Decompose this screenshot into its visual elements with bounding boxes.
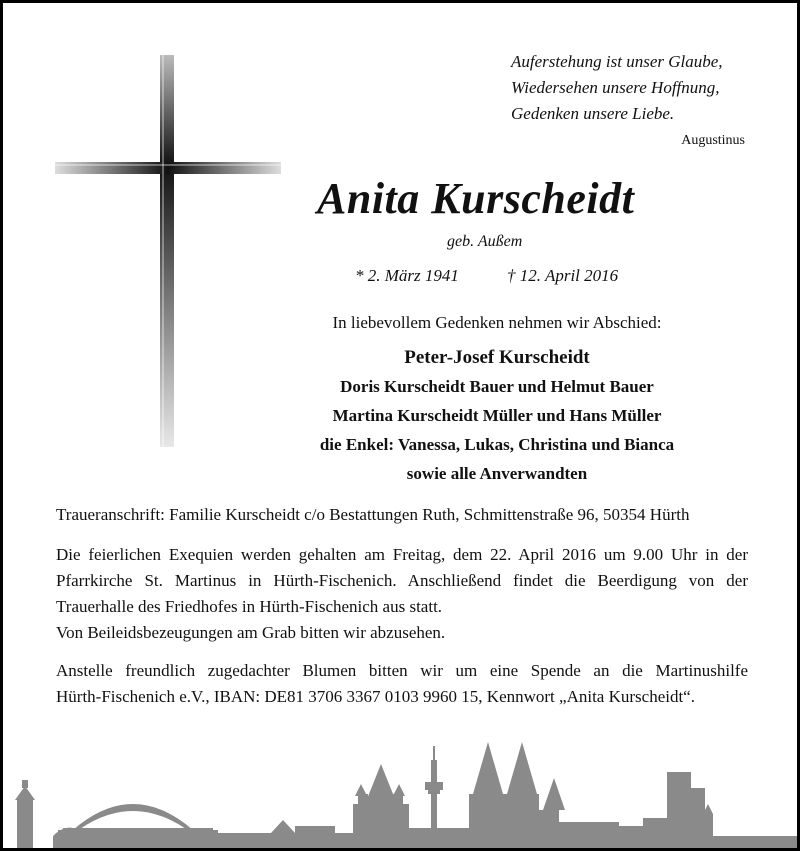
paragraph-line: Trauerhalle des Friedhofes in Hürth-Fischenich aus statt. bbox=[56, 597, 443, 616]
paragraph-line: Die feierlichen Exequien werden gehalten am Freitag, dem 22. April 2016 um 9.00 Uhr in der bbox=[56, 545, 748, 564]
mourner-line: sowie alle Anverwandten bbox=[406, 464, 588, 483]
quote-line: Auferstehung ist unser Glaube, bbox=[511, 52, 723, 71]
quote-line: Gedenken unsere Liebe. bbox=[511, 104, 675, 123]
quote-author: Augustinus bbox=[681, 133, 745, 148]
mourner-line: Doris Kurscheidt Bauer und Helmut Bauer bbox=[340, 377, 654, 396]
paragraph-line: Pfarrkirche St. Martinus in Hürth-Fischenich. Anschließend findet die Beerdigung von der bbox=[56, 571, 748, 590]
paragraph-line: Hürth-Fischenich e.V., IBAN: DE81 3706 3367 0103 9960 15, Kennwort „Anita Kurscheidt“. bbox=[56, 687, 695, 706]
condolence-line: Von Beileidsbezeugungen am Grab bitten wir abzusehen. bbox=[56, 623, 446, 642]
mourning-address: Traueranschrift: Familie Kurscheidt c/o Bestattungen Ruth, Schmittenstraße 96, 50354 Hürth bbox=[56, 505, 690, 524]
paragraph-line: Anstelle freundlich zugedachter Blumen bitten wir um eine Spende an die Martinushilfe bbox=[56, 661, 748, 680]
mourner-line: Martina Kurscheidt Müller und Hans Müller bbox=[332, 406, 662, 425]
deceased-name: Anita Kurscheidt bbox=[317, 174, 635, 223]
birth-date: * 2. März 1941 bbox=[355, 266, 459, 285]
donation-paragraph bbox=[56, 658, 748, 710]
farewell-text: In liebevollem Gedenken nehmen wir Abschied: bbox=[332, 313, 662, 332]
death-date: † 12. April 2016 bbox=[507, 266, 619, 285]
maiden-name: geb. Außem bbox=[447, 233, 523, 250]
quote-line: Wiedersehen unsere Hoffnung, bbox=[511, 78, 720, 97]
mourners-list bbox=[273, 343, 721, 488]
mourner-line: Peter-Josef Kurscheidt bbox=[404, 347, 590, 368]
cross-icon bbox=[55, 55, 281, 447]
cologne-skyline bbox=[3, 738, 797, 848]
service-paragraph bbox=[56, 542, 748, 646]
mourner-line: die Enkel: Vanessa, Lukas, Christina und Bianca bbox=[319, 435, 675, 454]
quote-block bbox=[511, 49, 800, 127]
